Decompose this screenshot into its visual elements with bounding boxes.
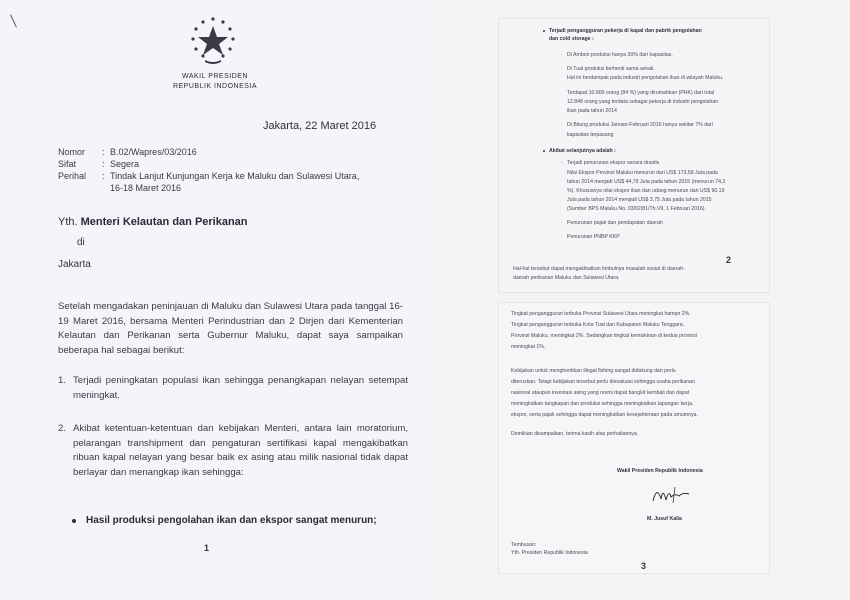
closing-line: Hal-hal tersebut dapat mengakibatkan timbulnya masalah sosial di daerah- bbox=[513, 266, 685, 272]
letter-page-2 bbox=[498, 18, 770, 293]
para-line: meningkatkan tangkapan dan produksi sehingga meningkatkan lapangan kerja, bbox=[511, 401, 694, 407]
meta-key: Perihal bbox=[58, 171, 87, 181]
para-line: Kebijakan untuk menghentikan illegal fishing sangat didukung dan perlu bbox=[511, 368, 676, 374]
page-number: 1 bbox=[204, 543, 210, 553]
letterhead-line-2: REPUBLIK INDONESIA bbox=[172, 83, 258, 90]
meta-colon: : bbox=[102, 159, 105, 169]
list-text: Akibat ketentuan-ketentuan dan kebijakan Menteri, antara lain moratorium, pelarangan transhipment dan pengaturan sertifikasi kapal mengakibatkan ribuan kapal nelayan yang besar baik ex asing atau milik nasional tidak dapat berlayar dan menangkap ikan sehingga: bbox=[73, 423, 408, 478]
sub-line: - Di Tual produksi berhenti sama sekali. bbox=[561, 66, 655, 72]
sub-line: - Penurunan PNBP KKP bbox=[561, 234, 620, 240]
opening-paragraph: Setelah mengadakan peninjauan di Maluku dan Sulawesi Utara pada tanggal 16-19 Maret 2016, bersama Menteri Perindustrian dan 2 Dirjen dari Kementerian Kelautan dan Perikanan serta Gubernur Maluku, dapat saya sampaikan beberapa hal sebagai berikut: bbox=[58, 301, 403, 356]
bullet-dot-icon bbox=[72, 519, 76, 523]
meta-colon: : bbox=[102, 171, 105, 181]
meta-colon: : bbox=[102, 147, 105, 157]
para-line: meningkat 1%. bbox=[511, 344, 546, 350]
para-line: Provinsi Maluku, meningkat 2%. Sedangkan tingkat kemiskinan di kedua provinsi bbox=[511, 333, 697, 339]
bullet-heading-2: Akibat selanjutnya adalah : bbox=[549, 147, 616, 155]
garuda-star-emblem-icon bbox=[183, 16, 243, 66]
cc-label: Tembusan: bbox=[511, 542, 537, 548]
sub-line: (Sumber BPS Maluku No. 03/02/81/Th.VII, 1 Februari 2016). bbox=[567, 206, 706, 212]
para-line: diteruskan. Tetapi kebijakan tersebut perlu dievaluasi sehingga usaha perikanan bbox=[511, 379, 695, 385]
recipient-place: Jakarta bbox=[58, 259, 91, 270]
meta-value: 16-18 Maret 2016 bbox=[110, 183, 182, 193]
bullet-dot-icon bbox=[543, 150, 545, 152]
sub-line: Juta pada tahun 2014 menjadi US$ 3,75 Juta pada tahun 2015 bbox=[567, 197, 712, 203]
sub-line: - Di Ambon produksi hanya 30% dari kapasitas. bbox=[561, 52, 673, 58]
meta-value: B.02/Wapres/03/2016 bbox=[110, 147, 197, 157]
page-number: 2 bbox=[726, 255, 732, 265]
bullet-dot-icon bbox=[543, 30, 545, 32]
bullet-text: Hasil produksi pengolahan ikan dan ekspor sangat menurun; bbox=[86, 515, 377, 526]
meta-value: Segera bbox=[110, 159, 140, 169]
para-line: ekspor, serta pajak sehingga dapat meningkatkan kesejahteraan pada umumnya. bbox=[511, 412, 698, 418]
letterhead-line-1: WAKIL PRESIDEN bbox=[182, 73, 248, 80]
bullet-heading-1-cont: dan cold storage : bbox=[549, 36, 594, 42]
letter-page-3 bbox=[498, 302, 770, 574]
sub-line: Terdapat 10.800 orang (84 %) yang dirumahkan (PHK) dari total bbox=[567, 90, 715, 96]
sub-line: - Penurunan pajak dan pendapatan daerah bbox=[561, 220, 663, 226]
list-text: Terjadi peningkatan populasi ikan sehingga penangkapan nelayan setempat meningkat. bbox=[73, 375, 408, 401]
sub-line: - Di Bitung produksi Januari-Februari 2016 hanya sekitar 7% dari bbox=[561, 122, 713, 128]
meta-key: Nomor bbox=[58, 147, 86, 157]
page-number: 3 bbox=[641, 561, 647, 571]
recipient-di: di bbox=[77, 237, 85, 248]
sub-line: 12.848 orang yang terdata sebagai pekerja di industri pengolahan bbox=[567, 99, 719, 105]
sub-line: ikan pada tahun 2014 bbox=[567, 108, 617, 114]
recipient-name: Menteri Kelautan dan Perikanan bbox=[80, 216, 248, 228]
para-line: Tingkat pengangguran terbuka Provinsi Sulawesi Utara meningkat hampir 2%. bbox=[511, 311, 691, 317]
para-line: Tingkat pengangguran terbuka Kota Tual dan Kabupaten Maluku Tenggara, bbox=[511, 322, 685, 328]
letterhead bbox=[140, 72, 290, 92]
para-line: nasional ataupun investasi asing yang resmi dapat bangkit kembali dan dapat bbox=[511, 390, 690, 396]
recipient-prefix: Yth. bbox=[58, 216, 78, 228]
signature-icon bbox=[649, 481, 693, 507]
meta-key: Sifat bbox=[58, 159, 77, 169]
sub-line: Nilai Ekspor Provinsi Maluku menurun dari US$ 173,58 Juta pada bbox=[567, 170, 718, 176]
sub-line: - Terjadi penurunan ekspor secara drastis bbox=[561, 160, 660, 166]
bullet-heading-1: Terjadi pengangguran pekerja di kapal dan pabrik pengolahan bbox=[549, 27, 702, 35]
thanks-line: Demikian disampaikan, terima kasih atas perhatiannya. bbox=[511, 431, 639, 437]
list-number: 1. bbox=[58, 375, 67, 386]
pen-mark bbox=[10, 14, 17, 27]
sub-line: %). Khususnya nilai ekspor ikan dan udang menurun dari US$ 90,19 bbox=[567, 188, 725, 194]
letter-date: Jakarta, 22 Maret 2016 bbox=[263, 120, 377, 132]
sub-line: tahun 2014 menjadi US$ 44,79 Juta pada tahun 2015 (menurun 74,2 bbox=[567, 179, 726, 185]
closing-line: daerah perikanan Maluku dan Sulawesi Utara. bbox=[513, 275, 620, 281]
sub-line: Hal ini berdampak pada industri pengolahan ikan di wilayah Maluku. bbox=[567, 75, 724, 81]
signer-title: Wakil Presiden Republik Indonesia bbox=[617, 468, 703, 474]
sub-line: kapasitas terpasang bbox=[567, 132, 614, 138]
recipient bbox=[58, 216, 248, 228]
meta-value: Tindak Lanjut Kunjungan Kerja ke Maluku dan Sulawesi Utara, bbox=[110, 171, 360, 181]
cc-value: Yth. Presiden Republik Indonesia bbox=[511, 550, 588, 556]
list-number: 2. bbox=[58, 423, 67, 434]
signer-name: M. Jusuf Kalla bbox=[647, 516, 682, 522]
